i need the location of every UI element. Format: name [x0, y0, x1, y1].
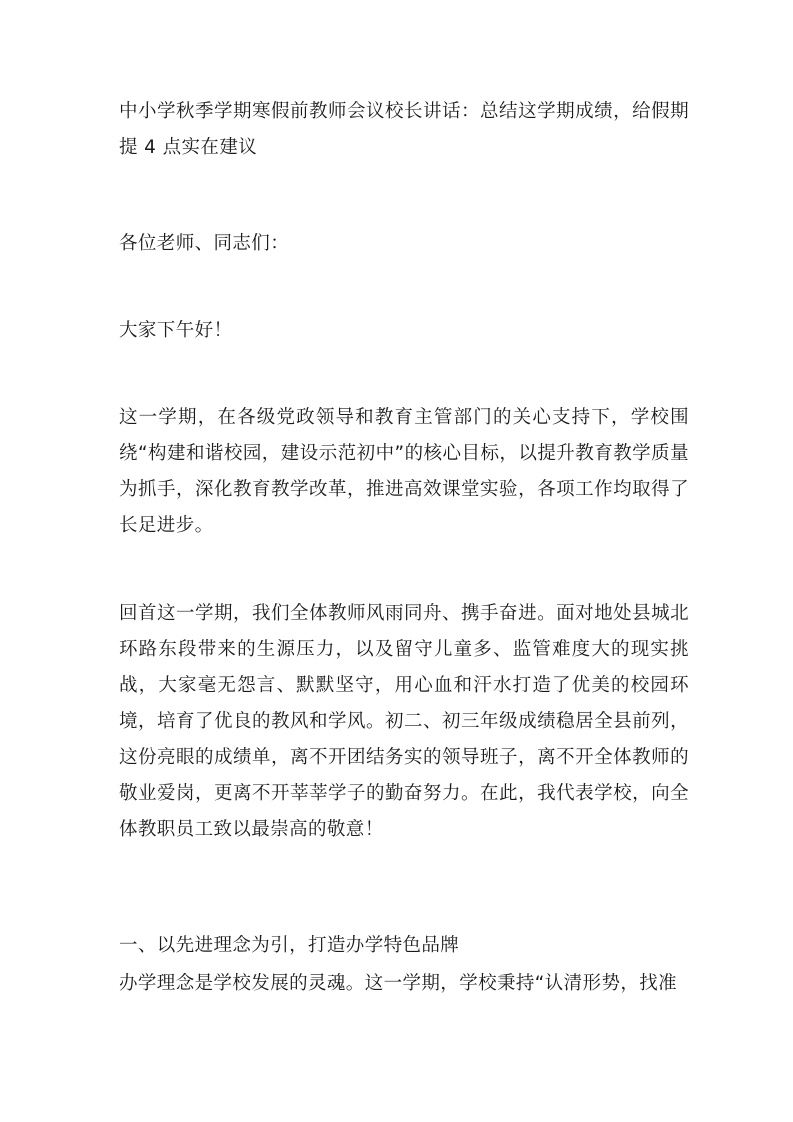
greeting: 大家下午好！: [119, 320, 233, 341]
section-heading: 一、以先进理念为引，打造办学特色品牌: [119, 935, 460, 956]
salutation: 各位老师、同志们：: [119, 233, 290, 254]
body-paragraph: 这一学期，在各级党政领导和教育主管部门的关心支持下，学校围绕“构建和谐校园，建设示范初中”的核心目标，以提升教育教学质量为抓手，深化教育教学改革，推进高效课堂实验，各项工作均取得了长足进步。: [119, 407, 689, 536]
body-paragraph: 回首这一学期，我们全体教师风雨同舟、携手奋进。面对地处县城北环路东段带来的生源压力，以及留守儿童多、监管难度大的现实挑战，大家毫无怨言、默默坚守，用心血和汗水打造了优美的校园环境，培育了优良的教风和学风。初二、初三年级成绩稳居全县前列，这份亮眼的成绩单，离不开团结务实的领导班子，离不开全体教师的敬业爱岗，更离不开莘莘学子的勤奋努力。在此，我代表学校，向全体教职员工致以最崇高的敬意！: [119, 603, 689, 840]
section-paragraph: 办学理念是学校发展的灵魂。这一学期，学校秉持“认清形势，找准: [119, 973, 678, 994]
document-title: 中小学秋季学期寒假前教师会议校长讲话：总结这学期成绩，给假期提 4 点实在建议: [119, 101, 689, 158]
